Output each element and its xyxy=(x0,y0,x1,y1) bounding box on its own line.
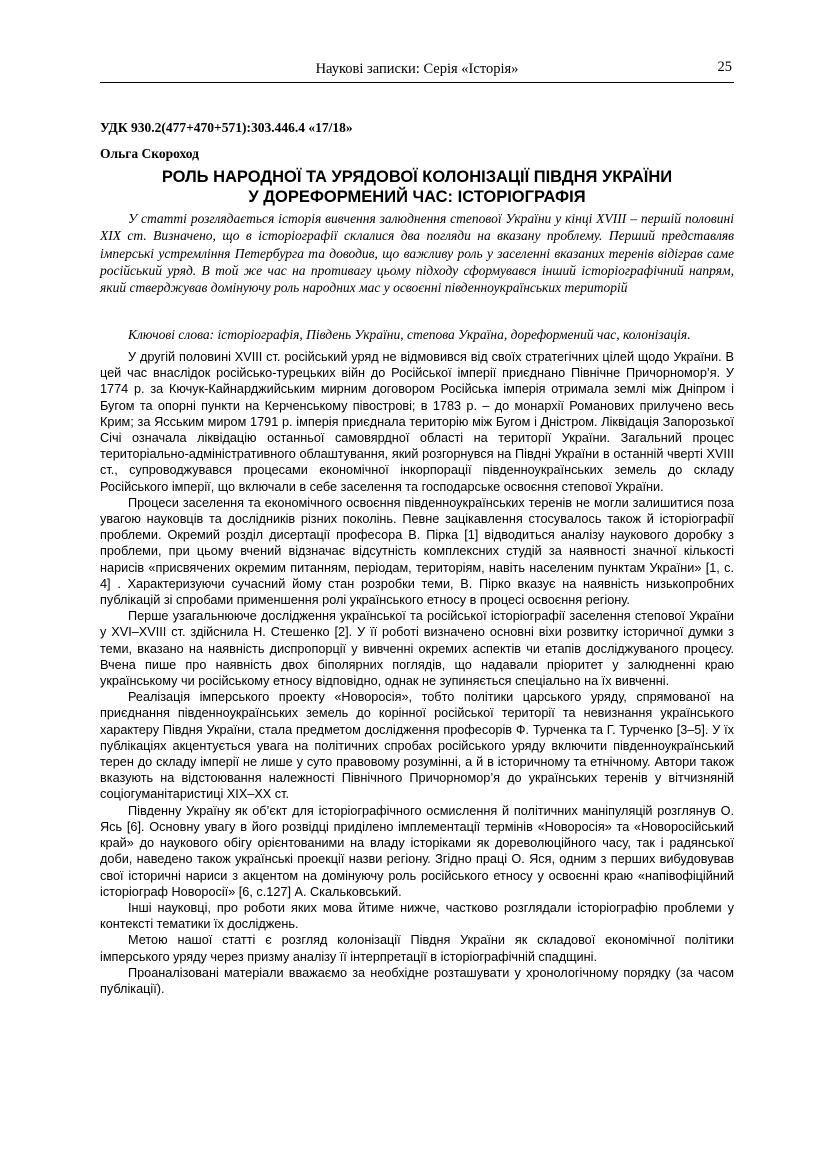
journal-title: Наукові записки: Серія «Історія» xyxy=(315,61,519,77)
body-paragraph: Південну Україну як об’єкт для історіографічного осмислення й політичних маніпуляцій розглянув О. Ясь [6]. Основну увагу в його розвідці приділено імплементації термінів «Новоросія» та «Новоросійський край» до наукового обігу орієнтованими на владу історіками як дореволюційного часу, так і радянської доби, наведено також українські проекції назви регіону. Згідно праці О. Яся, одним з перших вибудовував свої історичні нариси з акцентом на домінуючу роль російського етносу у освоєнні краю «напівофіційний історіограф Новоросії» [6, с.127] А. Скальковський. xyxy=(100,803,734,899)
body-paragraph: Реалізація імперського проекту «Новоросія», тобто політики царського уряду, спрямованої на приєднання південноукраїнських земель до корінної російської території та невизнання українського характеру Півдня України, стала предметом дослідження професорів Ф. Турченка та Г. Турченко [3–5]. У їх публікаціях акцентується увага на політичних спробах російського уряду включити південноукраїнський терен до складу імперії не лише у суто правовому розумінні, а й в історичному та етнічному. Автори також вказують на відстоювання належності Північного Причорномор’я до українських теренів у вітчизняній соціогуманітаристиці ХІХ–ХХ ст. xyxy=(100,690,734,802)
body-paragraph: Проаналізовані матеріали вважаємо за необхідне розташувати у хронологічному порядку (за часом публікації). xyxy=(100,965,734,996)
udc-code: УДК 930.2(477+470+571):303.446.4 «17/18» xyxy=(100,120,353,135)
keywords: Ключові слова: історіографія, Південь України, степова Україна, дореформений час, колонізація. xyxy=(128,327,691,342)
article-body xyxy=(100,349,734,997)
body-paragraph: Процеси заселення та економічного освоєння південноукраїнських теренів не могли залишитися поза увагою науковців та дослідників різних поколінь. Певне зацікавлення стосувалось також й історіографії проблеми. Окремий розділ дисертації професора В. Пірка [1] відводиться аналізу наукового доробку з проблеми, при цьому вчений відзначає відсутність комплексних студій за наявності значної кількості нарисів «присвячених окремим питанням, періодам, територіям, навіть населеним пунктам України» [1, с. 4] . Характеризуючи сучасний йому стан розробки теми, В. Пірко вказує на наявність низькопробних публікацій зі спробами применшення ролі українського етносу в процесі освоєння регіону. xyxy=(100,495,734,608)
article-title xyxy=(100,167,734,207)
abstract: У статті розглядається історія вивчення залюднення степової України у кінці XVIII – першій половині ХІХ ст. Визначено, що в історіографії склалися два погляди на вказану проблему. Перший представляв імперські устремління Петербурга та доводив, що важливу роль у заселенні вказаних теренів відіграв саме російський уряд. В той же час на противагу цьому підходу сформувався інший історіографічний напрям, який стверджував домінуючу роль народних мас у освоєнні південноукраїнських територій xyxy=(100,211,734,296)
running-header xyxy=(100,58,734,83)
title-line-2: У ДОРЕФОРМЕНИЙ ЧАС: ІСТОРІОГРАФІЯ xyxy=(248,188,586,206)
title-line-1: РОЛЬ НАРОДНОЇ ТА УРЯДОВОЇ КОЛОНІЗАЦІЇ ПІВДНЯ УКРАЇНИ xyxy=(161,168,673,186)
body-paragraph: У другій половині XVIII ст. російський уряд не відмовився від своїх стратегічних цілей щодо України. В цей час внаслідок російсько-турецьких війн до Російської імперії приєднано Північне Причорномор’я. У 1774 р. за Кючук-Кайнарджийським мирним договором Російська імперія отримала землі між Дніпром і Бугом та опорні пункти на Керченському півострові; в 1783 р. – до монархії Романових прилучено весь Крим; за Ясським миром 1791 р. імперія приєднала територію між Бугом і Дністром. Ліквідація Запорозької Січі означала ліквідацію останньої самовярдної області на території України. Загальний процес територіально-адміністративного облаштування, який розгорнувся на Півдні України в останній чверті XVIII ст., супроводжувався процесами економічної інкорпорації південноукраїнських земель до складу Російського імперії, що включали в себе заселення та господарське освоєння степової України. xyxy=(100,350,734,494)
body-paragraph: Метою нашої статті є розгляд колонізації Півдня України як складової економічної політики імперського уряду через призму аналізу її інтерпретації в історіографічній спадщині. xyxy=(100,933,734,964)
body-paragraph: Інші науковці, про роботи яких мова йтиме нижче, частково розглядали історіографію проблеми у контексті тематики їх досліджень. xyxy=(100,900,734,932)
page-number: 25 xyxy=(717,59,732,75)
author-name: Ольга Скороход xyxy=(100,146,199,161)
body-paragraph: Перше узагальнюючe дослідження української та російської історіографії заселення степової України у XVI–XVIII ст. здійснила Н. Стешенко [2]. У її роботі визначено основні віхи розвитку історичної думки з теми, вказано на наявність диспропорції у вивченні окремих аспектів чи етапів досліджуваного процесу. Вчена пише про наявність двох біполярних поглядів, що надавали пріоритет у залюдненні краю українському чи російському етносу відповідно, однак не зупиняється спеціально на їх вивченні. xyxy=(100,609,734,689)
